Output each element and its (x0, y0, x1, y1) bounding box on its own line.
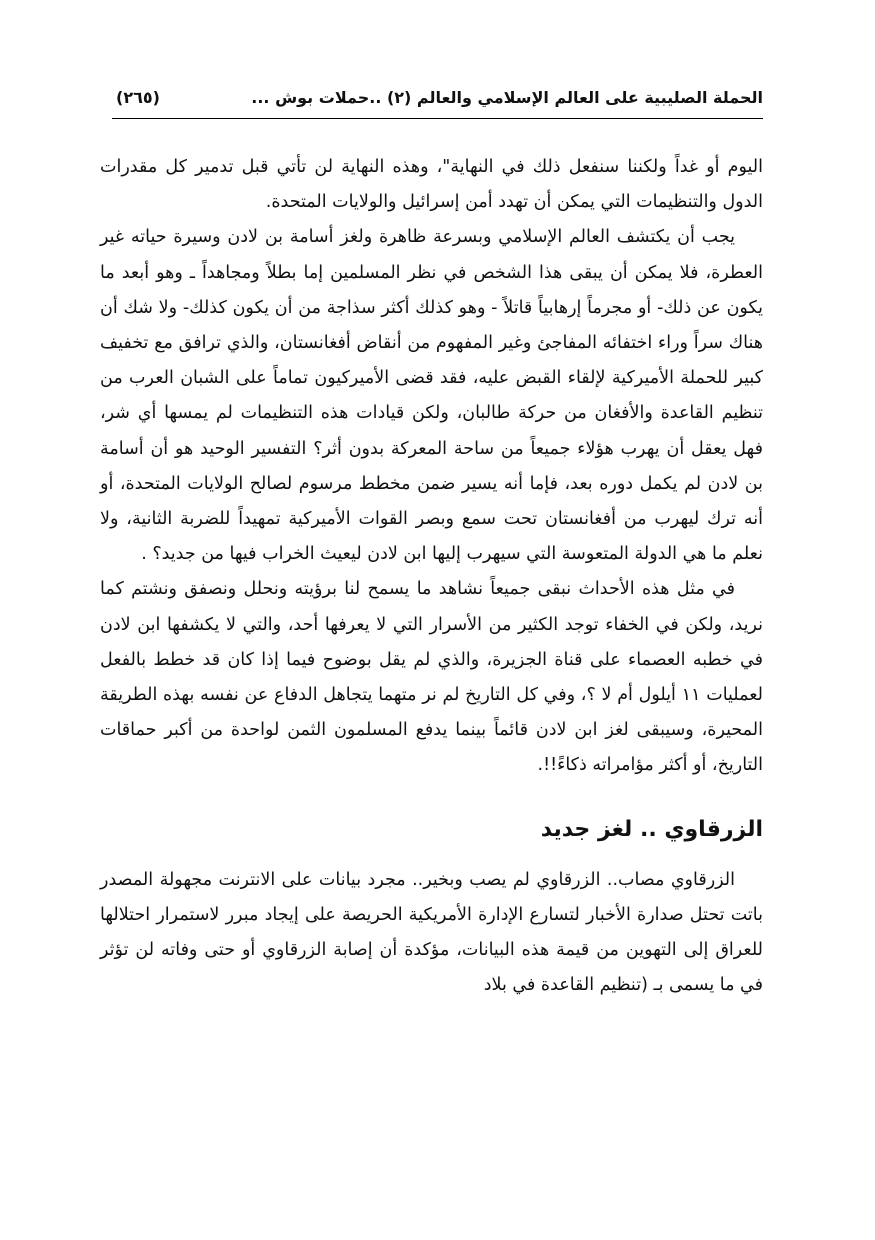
header-title: الحملة الصليبية على العالم الإسلامي والعالم (٢) ..حملات بوش ... (251, 88, 763, 107)
section-heading: الزرقاوي .. لغز جديد (540, 816, 763, 842)
body-text (100, 150, 763, 1003)
paragraph: الزرقاوي مصاب.. الزرقاوي لم يصب وبخير.. مجرد بيانات على الانترنت مجهولة المصدر باتت تحتل صدارة الأخبار لتسارع الإدارة الأمريكية الحريصة على إيجاد مبرر لاستمرار احتلالها للعراق إلى التهوين من قيمة هذه البيانات، مؤكدة أن إصابة الزرقاوي أو حتى وفاته لن تؤثر في ما يسمى بـ (تنظيم القاعدة في بلاد (100, 869, 763, 996)
paragraph: في مثل هذه الأحداث نبقى جميعاً نشاهد ما يسمح لنا برؤيته ونحلل ونصفق ونشتم كما نريد، ولكن في الخفاء توجد الكثير من الأسرار التي لا يعرفها أحد، والتي لا يكشفها ابن لادن في خطبه العصماء على قناة الجزيرة، والذي لم يقل بوضوح فيما إذا كان قد خطط بالفعل لعمليات ١١ أيلول أم لا ؟، وفي كل التاريخ لم نر متهما يتجاهل الدفاع عن نفسه بهذه الطريقة المحيرة، وسيبقى لغز ابن لادن قائماً بينما يدفع المسلمون الثمن لواحدة من أكبر حماقات التاريخ، أو أكثر مؤامراته ذكاءً!!. (100, 579, 763, 776)
running-header (112, 86, 763, 119)
page-number: (٢٦٥) (116, 88, 160, 107)
paragraph: يجب أن يكتشف العالم الإسلامي وبسرعة ظاهرة ولغز أسامة بن لادن وسيرة حياته غير العطرة، فلا يمكن أن يبقى هذا الشخص في نظر المسلمين إما بطلاً ومجاهداً ـ وهو أبعد ما يكون عن ذلك- أو مجرماً إرهابياً قاتلاً - وهو كذلك أكثر سذاجة من أن يكون كذلك- ولا شك أن هناك سراً وراء اختفائه المفاجئ وغير المفهوم من أنقاض أفغانستان، والذي ترافق مع تخفيف كبير للحملة الأميركية لإلقاء القبض عليه، فقد قضى الأميركيون تماماً على الشبان العرب من تنظيم القاعدة والأفغان من حركة طالبان، ولكن قيادات هذه التنظيمات لم يمسها أي شر، فهل يعقل أن يهرب هؤلاء جميعاً من ساحة المعركة بدون أثر؟ التفسير الوحيد هو أن أسامة بن لادن لم يكمل دوره بعد، فإما أنه يسير ضمن مخطط مرسوم لصالح الولايات المتحدة، أو أنه ترك ليهرب من أفغانستان تحت سمع وبصر القوات الأميركية تمهيداً للضربة الثانية، ولا نعلم ما هي الدولة المتعوسة التي سيهرب إليها ابن لادن ليعيث الخراب فيها من جديد؟ . (100, 227, 763, 565)
paragraph: اليوم أو غداً ولكننا سنفعل ذلك في النهاية"، وهذه النهاية لن تأتي قبل تدمير كل مقدرات الدول والتنظيمات التي يمكن أن تهدد أمن إسرائيل والولايات المتحدة. (100, 157, 763, 213)
